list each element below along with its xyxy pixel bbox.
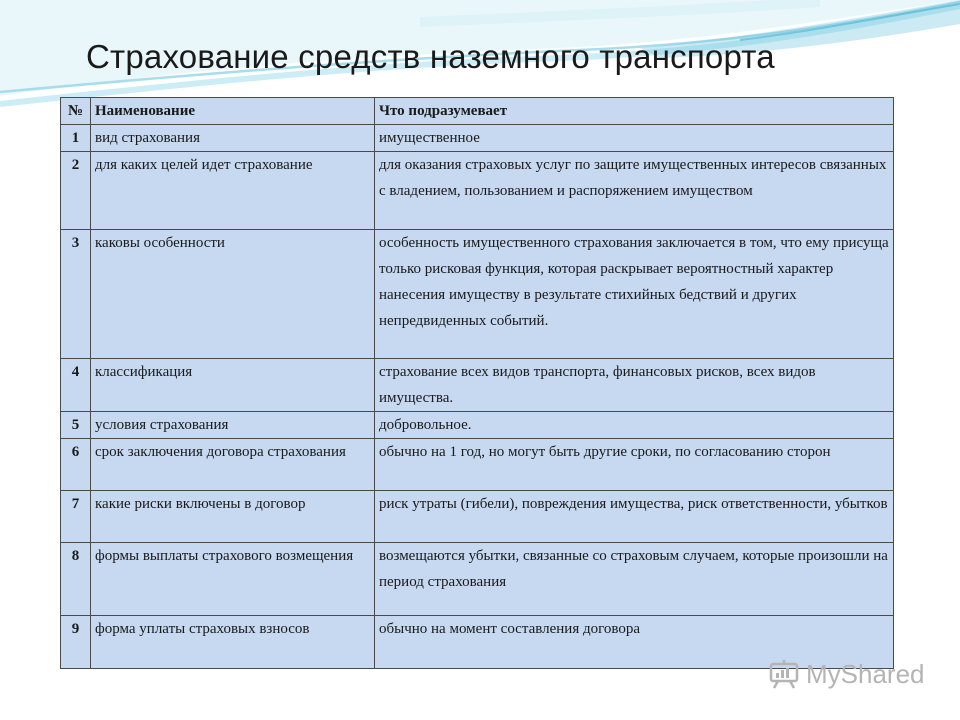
row-meaning: имущественное bbox=[375, 125, 894, 152]
table-row bbox=[61, 439, 894, 491]
row-name: вид страхования bbox=[91, 125, 375, 152]
row-meaning: добровольное. bbox=[375, 412, 894, 439]
row-num: 2 bbox=[61, 152, 91, 230]
row-name: какие риски включены в договор bbox=[91, 491, 375, 543]
table-row bbox=[61, 359, 894, 412]
row-num: 6 bbox=[61, 439, 91, 491]
row-meaning: страхование всех видов транспорта, финансовых рисков, всех видов имущества. bbox=[375, 359, 894, 412]
row-name: условия страхования bbox=[91, 412, 375, 439]
row-name: срок заключения договора страхования bbox=[91, 439, 375, 491]
header-name: Наименование bbox=[91, 98, 375, 125]
watermark-logo bbox=[768, 658, 925, 690]
row-name: форма уплаты страховых взносов bbox=[91, 616, 375, 669]
presentation-board-icon bbox=[768, 658, 800, 690]
row-meaning: обычно на 1 год, но могут быть другие сроки, по согласованию сторон bbox=[375, 439, 894, 491]
table-row bbox=[61, 412, 894, 439]
row-num: 4 bbox=[61, 359, 91, 412]
row-num: 1 bbox=[61, 125, 91, 152]
row-meaning: возмещаются убытки, связанные со страховым случаем, которые произошли на период страхования bbox=[375, 543, 894, 616]
row-num: 3 bbox=[61, 230, 91, 359]
row-name: для каких целей идет страхование bbox=[91, 152, 375, 230]
header-num: № bbox=[61, 98, 91, 125]
table-row bbox=[61, 152, 894, 230]
row-meaning: обычно на момент составления договора bbox=[375, 616, 894, 669]
row-name: формы выплаты страхового возмещения bbox=[91, 543, 375, 616]
row-num: 9 bbox=[61, 616, 91, 669]
table-row bbox=[61, 543, 894, 616]
row-name: каковы особенности bbox=[91, 230, 375, 359]
slide-title: Страхование средств наземного транспорта bbox=[86, 38, 775, 75]
row-meaning: особенность имущественного страхования заключается в том, что ему присуща только рисковая функция, которая раскрывает вероятностный характер нанесения имуществу в результате стихийных бедствий и других непредвиденных событий. bbox=[375, 230, 894, 359]
header-meaning: Что подразумевает bbox=[375, 98, 894, 125]
row-num: 5 bbox=[61, 412, 91, 439]
table-header-row bbox=[61, 98, 894, 125]
row-num: 7 bbox=[61, 491, 91, 543]
row-meaning: риск утраты (гибели), повреждения имущества, риск ответственности, убытков bbox=[375, 491, 894, 543]
table-row bbox=[61, 125, 894, 152]
table-row bbox=[61, 230, 894, 359]
row-name: классификация bbox=[91, 359, 375, 412]
row-meaning: для оказания страховых услуг по защите имущественных интересов связанных с владением, пользованием и распоряжением имуществом bbox=[375, 152, 894, 230]
table-row bbox=[61, 491, 894, 543]
insurance-table bbox=[60, 97, 894, 669]
row-num: 8 bbox=[61, 543, 91, 616]
watermark-text: MyShared bbox=[806, 658, 925, 689]
